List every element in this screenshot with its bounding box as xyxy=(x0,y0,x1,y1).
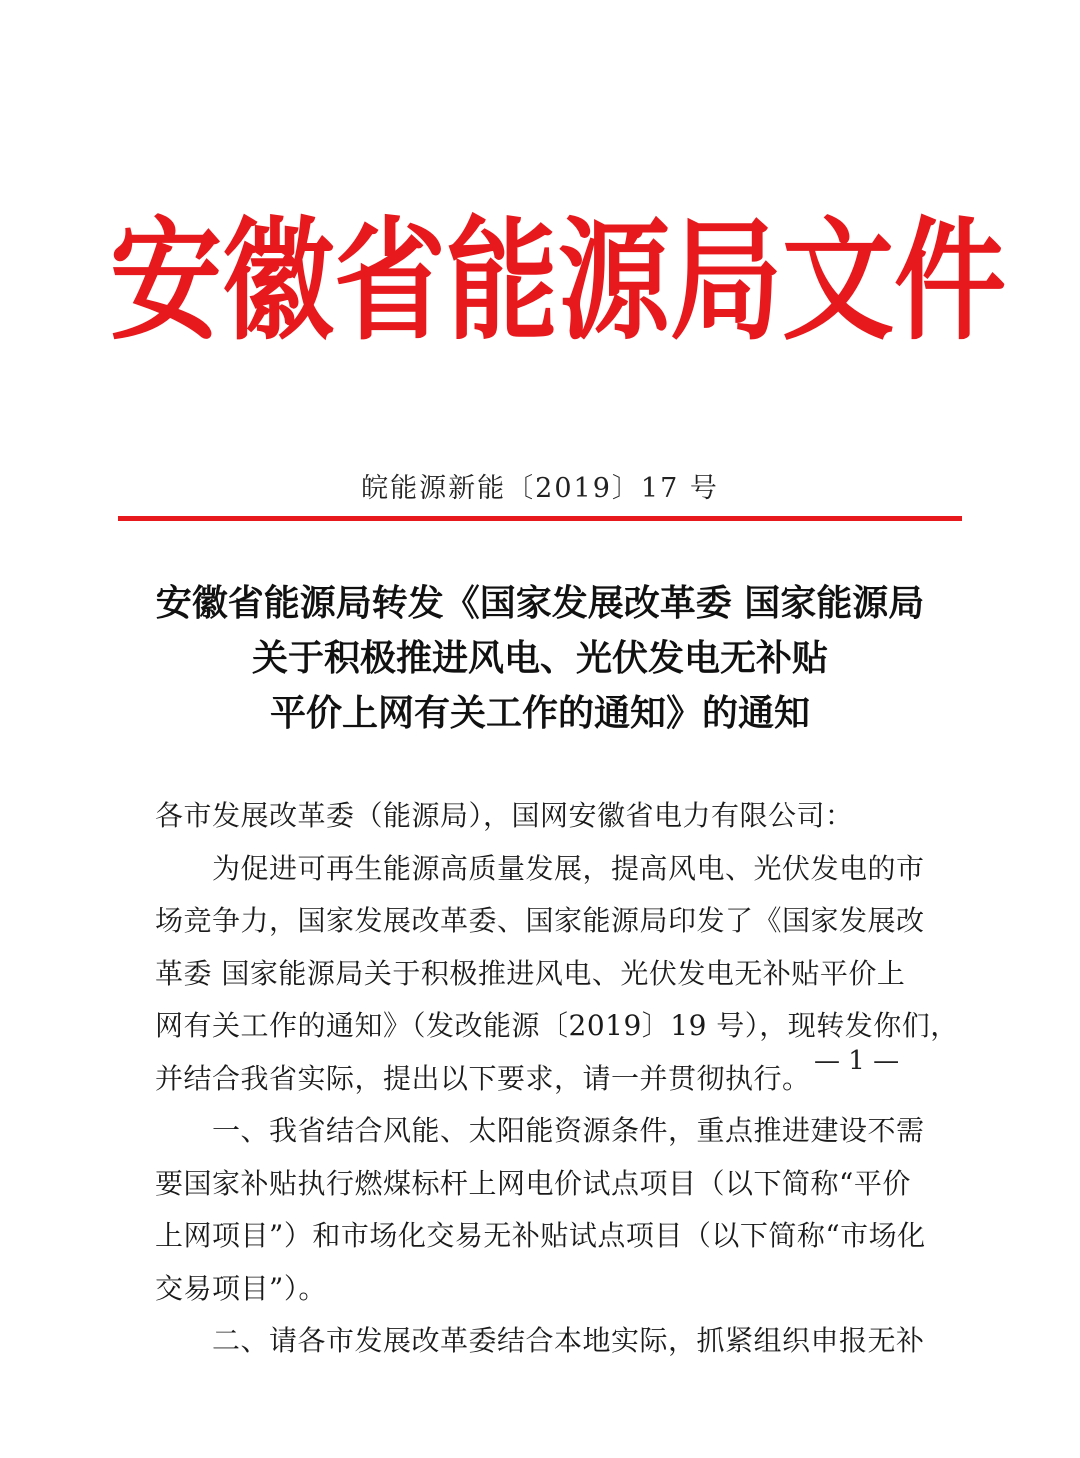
header-char: 安 xyxy=(110,205,222,359)
body-line: 二、请各市发展改革委结合本地实际，抓紧组织申报无补 xyxy=(212,1324,925,1357)
header-char: 源 xyxy=(558,205,670,359)
red-divider-line xyxy=(118,516,962,521)
body-line: 要国家补贴执行燃煤标杆上网电价试点项目（以下简称“平价 xyxy=(155,1166,911,1200)
body-line: 场竞争力，国家发展改革委、国家能源局印发了《国家发展改 xyxy=(155,904,925,937)
body-line: 网有关工作的通知》（发改能源〔2019〕19 号），现转发你们， xyxy=(155,1009,959,1042)
header-char: 文 xyxy=(782,205,894,359)
body-line: 上网项目”）和市场化交易无补贴试点项目（以下简称“市场化 xyxy=(155,1219,926,1252)
body-line: 革委 国家能源局关于积极推进风电、光伏发电无补贴平价上 xyxy=(155,956,906,990)
notice-title-line: 关于积极推进风电、光伏发电无补贴 xyxy=(251,637,828,679)
document-number: 皖能源新能〔2019〕17 号 xyxy=(361,473,719,504)
notice-title-line: 平价上网有关工作的通知》的通知 xyxy=(269,692,810,734)
body-line: 并结合我省实际，提出以下要求，请一并贯彻执行。 xyxy=(155,1061,811,1095)
document-header-title xyxy=(110,205,1006,359)
body-line: 各市发展改革委（能源局），国网安徽省电力有限公司： xyxy=(155,799,854,832)
header-char: 件 xyxy=(894,205,1006,359)
document-body xyxy=(155,790,959,1368)
body-line: 为促进可再生能源高质量发展，提高风电、光伏发电的市 xyxy=(212,851,925,885)
page-number: — 1 — xyxy=(814,1046,900,1076)
body-line: 交易项目”）。 xyxy=(155,1271,327,1305)
notice-title-line: 安徽省能源局转发《国家发展改革委 国家能源局 xyxy=(155,582,925,624)
header-char: 能 xyxy=(446,205,558,359)
body-line: 一、我省结合风能、太阳能资源条件，重点推进建设不需 xyxy=(212,1114,925,1147)
header-char: 省 xyxy=(334,205,446,359)
header-char: 徽 xyxy=(222,205,334,359)
notice-title xyxy=(0,576,1080,741)
header-char: 局 xyxy=(670,205,782,359)
